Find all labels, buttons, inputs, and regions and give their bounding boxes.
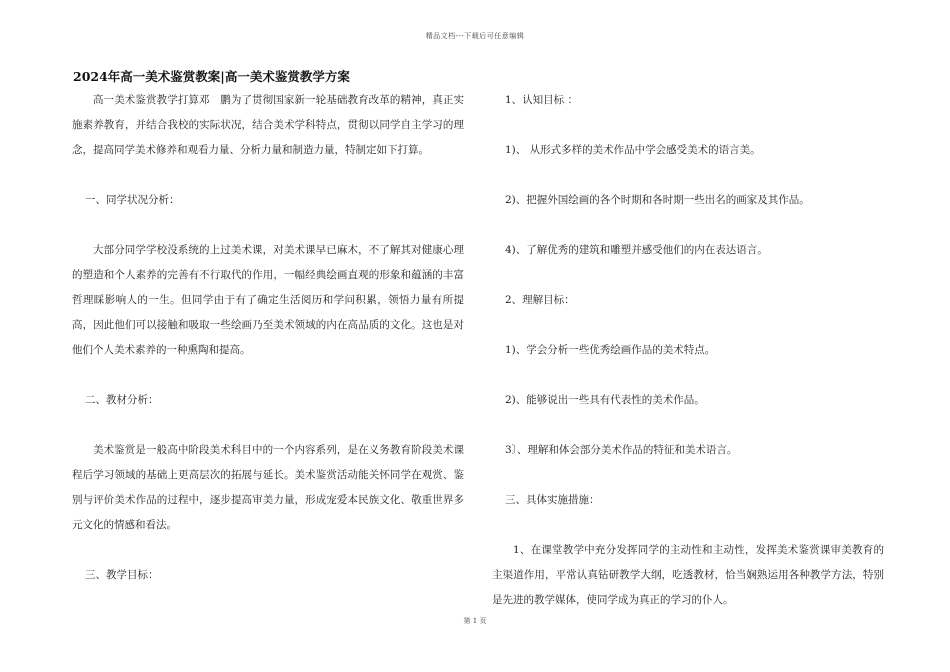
goal-item: 4)、了解优秀的建筑和雕塑并感受他们的内在表达语言。 (505, 244, 768, 256)
document-title: 2024年高一美术鉴赏教案|高一美术鉴赏教学方案 (73, 69, 350, 84)
goal-item: 1)、 从形式多样的美术作品中学会感受美术的语言美。 (505, 144, 761, 156)
textbook-analysis-paragraph: 美术鉴赏是一般高中阶段美术科目中的一个内容系列，是在义务教育阶段美术课程后学习领域的基础上更高层次的拓展与延长。美术鉴赏活动能关怀同学在观赏、鉴别与评价美术作品的过程中，逐步提高审美力量，形成宠爱本民族文化、敬重世界多元文化的情感和看法。 (72, 444, 464, 531)
student-analysis-paragraph: 大部分同学学校没系统的上过美术课，对美术课早已麻木，不了解其对健康心理的塑造和个人素养的完善有不行取代的作用，一幅经典绘画直观的形象和蕴涵的丰富哲理睬影响人的一生。但同学由于有了确定生活阅历和学问积累，领悟力量有所提高，因此他们可以接触和吸取一些绘画乃至美术领域的内在高品质的文化。这也是对他们个人美术素养的一种熏陶和提高。 (72, 244, 464, 356)
goal-item: 1)、学会分析一些优秀绘画作品的美术特点。 (505, 344, 716, 356)
left-column (72, 88, 464, 588)
goal-cognitive-heading: 1、认知目标 ： (505, 94, 579, 106)
goal-item: 2)、能够说出一些具有代表性的美术作品。 (505, 394, 705, 406)
goal-understanding-heading: 2、理解目标： (505, 294, 575, 306)
section-heading-measures: 三、具体实施措施： (505, 494, 600, 506)
section-heading-textbook-analysis: 二、教材分析： (85, 394, 159, 406)
measures-paragraph: 1、在课堂教学中充分发挥同学的主动性和主动性，发挥美术鉴赏课审美教育的主渠道作用，平常认真钻研教学大纲，吃透教材，恰当娴熟运用各种教学方法，特别是先进的教学媒体，使同学成为真正的学习的仆人。 (492, 544, 884, 606)
intro-paragraph: 高一美术鉴赏教学打算邓 鹏为了贯彻国家新一轮基础教育改革的精神，真正实施素养教育，并结合我校的实际状况，结合美术学科特点，贯彻以同学自主学习的理念，提高同学美术修养和观看力量、分析力量和制造力量，特制定如下打算。 (72, 94, 464, 156)
goal-item: 2)、把握外国绘画的各个时期和各时期一些出名的画家及其作品。 (505, 194, 810, 206)
goal-item: 3〕、理解和体会部分美术作品的特征和美术语言。 (505, 444, 738, 456)
section-heading-student-analysis: 一、同学状况分析： (85, 194, 180, 206)
header-note: 精品文档---下载后可任意编辑 (425, 32, 525, 40)
section-heading-teaching-goals: 三、教学目标： (85, 569, 159, 581)
page-number: 第 1 页 (463, 617, 487, 625)
right-column (492, 88, 884, 613)
